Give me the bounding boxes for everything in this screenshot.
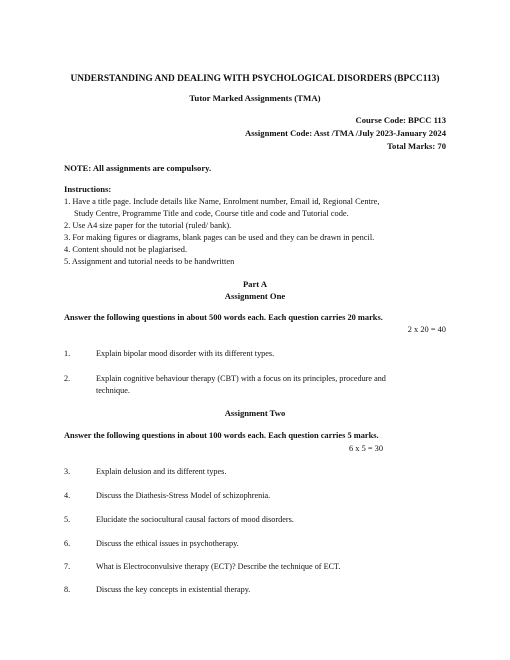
document-title: UNDERSTANDING AND DEALING WITH PSYCHOLOGICAL DISORDERS (BPCC113) [70,74,440,84]
instruction-line: 4. Content should not be plagiarised. [64,245,188,254]
question-text: Discuss the key concepts in existential therapy. [96,585,251,594]
instruction-line: Study Centre, Programme Title and code, Course title and code and Tutorial code. [74,209,349,218]
question-text: Discuss the Diathesis-Stress Model of schizophrenia. [96,491,271,500]
question-text: Explain delusion and its different types. [96,467,227,476]
instruction-line: 2. Use A4 size paper for the tutorial (ruled/ bank). [64,221,232,230]
question-text: Elucidate the sociocultural causal factors of mood disorders. [96,515,294,524]
question-number: 4. [64,491,71,500]
question-number: 7. [64,562,71,571]
instructions-heading: Instructions: [64,184,112,194]
question-number: 1. [64,349,71,358]
part-label: Part A [242,279,268,289]
question-text-continued: technique. [96,386,130,395]
question-text: What is Electroconvulsive therapy (ECT)? Describe the technique of ECT. [96,562,341,571]
assignment-two-heading: Assignment Two [224,408,286,418]
question-text: Explain cognitive behaviour therapy (CBT) with a focus on its principles, procedure and [96,374,386,383]
question-number: 8. [64,585,71,594]
assignment-one-instruction: Answer the following questions in about 500 words each. Each question carries 20 marks. [64,313,383,322]
instruction-line: 5. Assignment and tutorial needs to be handwritten [64,257,235,266]
instruction-line: 1. Have a title page. Include details like Name, Enrolment number, Email id, Regional Centre, [64,197,380,206]
question-number: 2. [64,374,71,383]
document-subtitle: Tutor Marked Assignments (TMA) [189,93,321,103]
course-code: Course Code: BPCC 113 [355,115,446,125]
question-text: Explain bipolar mood disorder with its different types. [96,349,275,358]
question-number: 3. [64,467,71,476]
assignment-one-heading: Assignment One [224,291,286,301]
question-number: 6. [64,539,71,548]
note-text: NOTE: All assignments are compulsory. [64,163,212,173]
instruction-line: 3. For making figures or diagrams, blank pages can be used and they can be drawn in pencil. [64,233,375,242]
question-text: Discuss the ethical issues in psychotherapy. [96,539,239,548]
question-number: 5. [64,515,71,524]
assignment-one-marks: 2 x 20 = 40 [407,325,446,334]
assignment-two-marks: 6 x 5 = 30 [349,444,384,453]
assignment-code: Assignment Code: Asst /TMA /July 2023-January 2024 [244,128,446,138]
assignment-two-instruction: Answer the following questions in about 100 words each. Each question carries 5 marks. [64,431,379,440]
total-marks: Total Marks: 70 [387,141,446,151]
